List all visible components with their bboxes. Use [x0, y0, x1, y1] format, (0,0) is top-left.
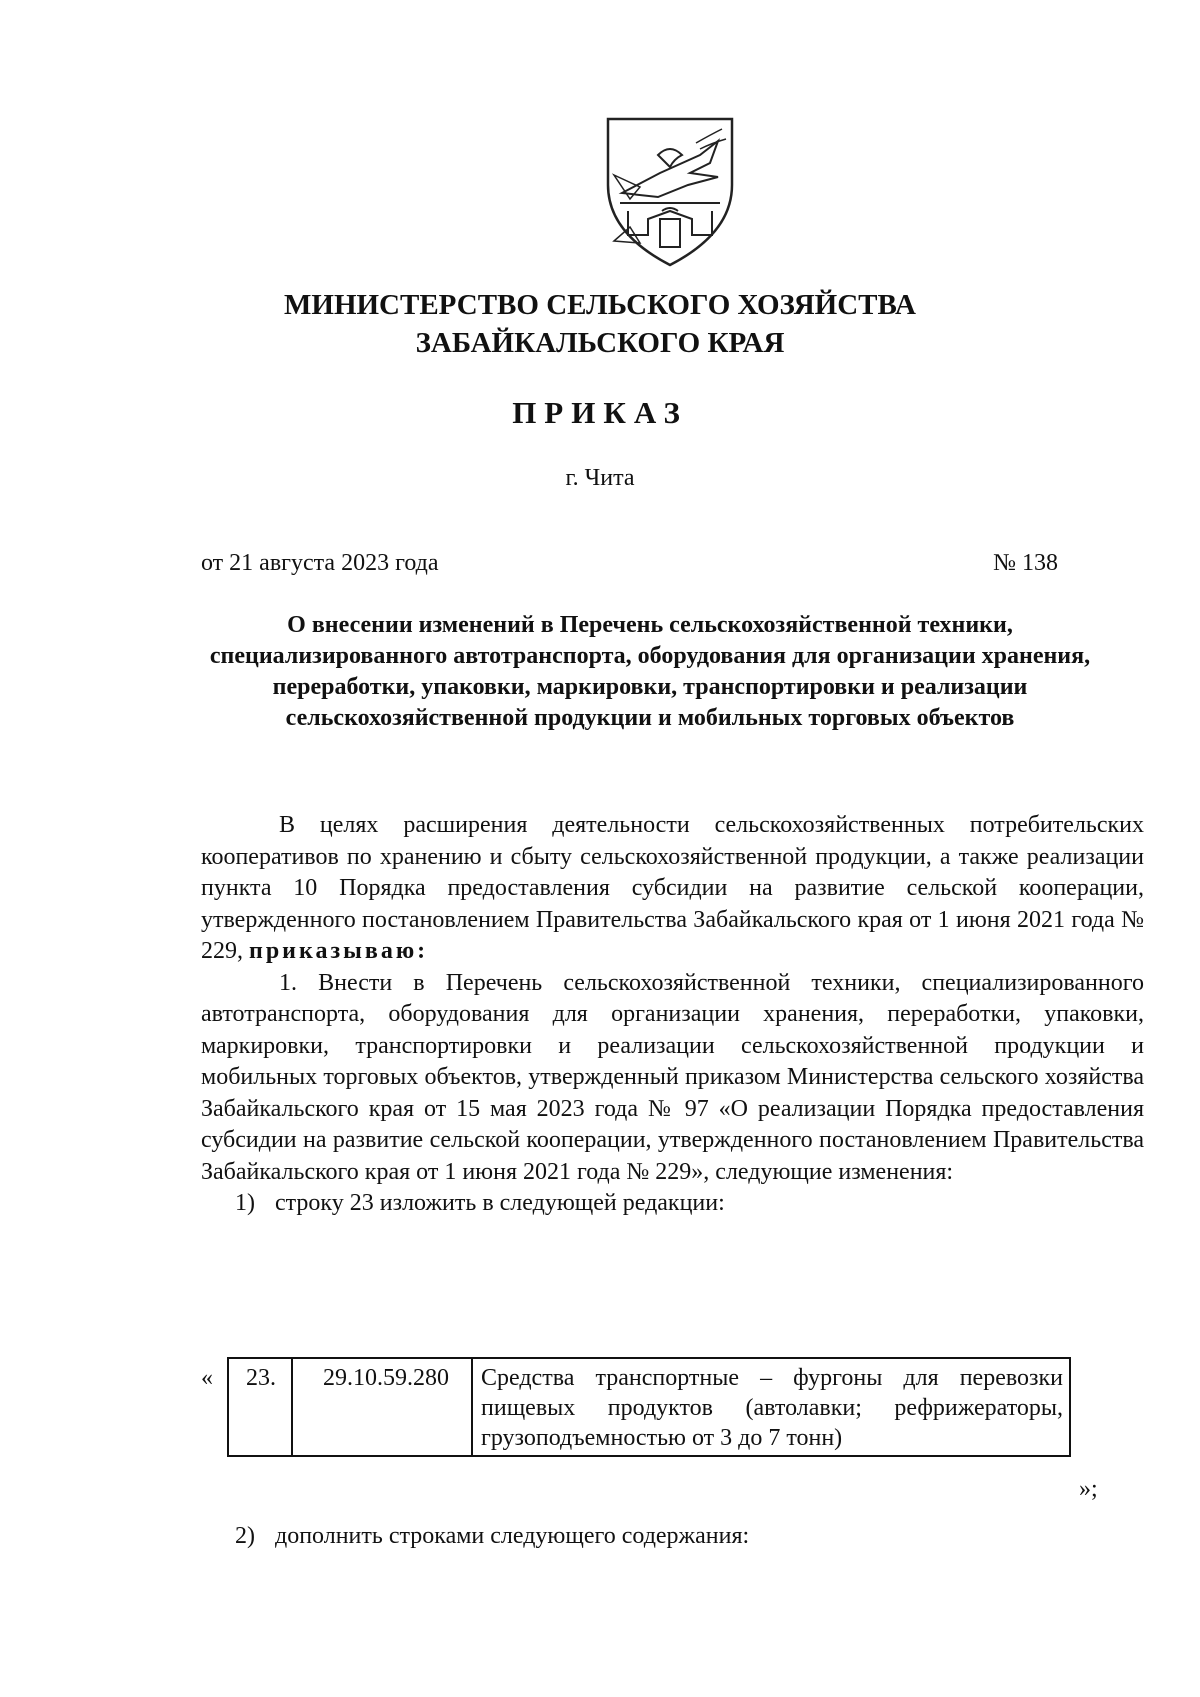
order-body — [201, 810, 1144, 1220]
okpd-code-cell: 29.10.59.280 — [292, 1358, 472, 1456]
date-number-line — [201, 550, 1058, 577]
open-quote: « — [201, 1365, 213, 1391]
item-name-cell: Средства транспортные – фургоны для перевозки пищевых продуктов (автолавки; рефрижераторы, грузоподъемностью от 3 до 7 тонн) — [472, 1358, 1070, 1456]
amendment-table — [227, 1357, 1071, 1457]
table-row — [228, 1358, 1070, 1456]
organization-name — [200, 286, 1000, 362]
row-number-cell: 23. — [228, 1358, 292, 1456]
coat-of-arms-icon — [600, 115, 740, 270]
close-quote: »; — [1079, 1476, 1098, 1502]
subpoint-2 — [235, 1523, 749, 1550]
org-line-1: МИНИСТЕРСТВО СЕЛЬСКОГО ХОЗЯЙСТВА — [284, 289, 916, 321]
subpoint-1-text: строку 23 изложить в следующей редакции: — [275, 1190, 725, 1216]
point-1: 1. Внести в Перечень сельскохозяйственной техники, специализированного автотранспорта, оборудования для организации хранения, переработки, упаковки, маркировки, транспортировки и реализации сельскохозяйственной продукции и мобильных торговых объектов, утвержденный приказом Министерства сельского хозяйства Забайкальского края от 15 мая 2023 года № 97 «О реализации Порядка предоставления субсидии на развитие сельской кооперации, утвержденного постановлением Правительства Забайкальского края от 1 июня 2021 года № 229», следующие изменения: — [201, 969, 1144, 1185]
document-type: ПРИКАЗ — [512, 395, 688, 430]
preamble-text: В целях расширения деятельности сельскохозяйственных потребительских кооперативов по хранению и сбыту сельскохозяйственной продукции, а также реализации пункта 10 Порядка предоставления субсидии на развитие сельской кооперации, утвержденного постановлением Правительства Забайкальского края от 1 июня 2021 года № 229, — [201, 812, 1144, 964]
order-number: № 138 — [993, 550, 1058, 576]
order-subject: О внесении изменений в Перечень сельскохозяйственной техники, специализированного автотранспорта, оборудования для организации хранения, переработки, упаковки, маркировки, транспортировки и реализации сельскохозяйственной продукции и мобильных торговых объектов — [209, 612, 1091, 731]
subpoint-2-number: 2) — [235, 1523, 255, 1549]
subpoint-2-text: дополнить строками следующего содержания: — [275, 1523, 750, 1549]
order-word: приказываю: — [249, 938, 429, 964]
subpoint-1 — [235, 1188, 1144, 1220]
order-date: от 21 августа 2023 года — [201, 550, 439, 576]
city: г. Чита — [565, 465, 635, 491]
preamble — [201, 810, 1144, 968]
org-line-2: ЗАБАЙКАЛЬСКОГО КРАЯ — [415, 327, 785, 359]
subpoint-1-number: 1) — [235, 1190, 255, 1216]
